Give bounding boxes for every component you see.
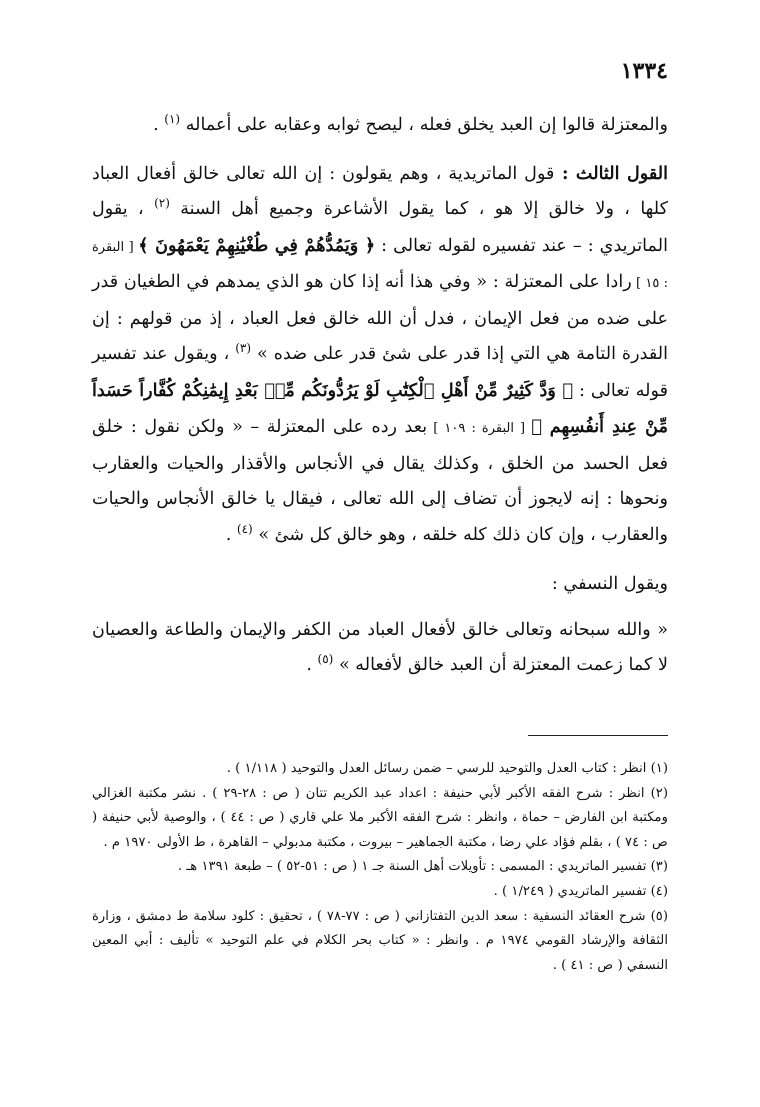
paragraph-end-mark: . [225,524,237,545]
third-opinion-text-1: قول الماتريدية ، وهم يقولون : إن الله تعالى خالق أفعال العباد كلها ، ولا خالق إلا هو ، كما يقول الأشاعرة وجميع أهل السنة [92,163,668,219]
paragraph-end-mark: . [153,115,165,135]
verse-reference-1: [ البقرة : ١٥ ] [92,239,668,291]
quran-verse-1: ﴿ وَيَمُدُّهُمْ فِي طُغْيَٰنِهِمْ يَعْمَهُونَ ﴾ [138,234,376,256]
quran-verse-2: ﴿ وَدَّ كَثِيرٌ مِّنْ أَهْلِ ٱلْكِتَٰبِ لَوْ يَرُدُّونَكُم مِّنۢ بَعْدِ إِيمَٰنِكُمْ كُفَّاراً حَسَداً مِّنْ عِندِ أَنفُسِهِم ﴾ [92,379,669,437]
third-opinion-text-3: رادا على المعتزلة : « وفي هذا أنه إذا كان هو الذي يمدهم في الطغيان قدر على ضده من فعل الإيمان ، فدل أن الله خالق فعل العباد ، إذ من قولهم : إن القدرة التامة هي التي إذا قدر على شئ قدر على ضده » [92,272,669,364]
footnote-5: (٥) شرح العقائد النسفية : سعد الدين التفتازاني ( ص : ٧٧-٧٨ ) ، تحقيق : كلود سلامة ط دمشق ، وزارة الثقافة والإرشاد القومي ١٩٧٤ م . وانظر : « كتاب بحر الكلام في علم التوحيد » تأليف : أبي المعين النسفي ( ص : ٤١ ) . [92,908,668,973]
footnote-3: (٣) تفسير الماتريدي : المسمى : تأويلات أهل السنة جـ ١ ( ص : ٥١-٥٢ ) – طبعة ١٣٩١ هـ . [178,859,668,875]
footnote-ref-2[interactable]: (٢) [154,196,170,211]
nasafi-quote [92,613,668,684]
third-opinion-text-5: بعد رده على المعتزلة – « ولكن نقول : خلق فعل الحسد من الخلق ، وكذلك يقال في الأنجاس والأقذار والحيات والعقارب ونحوها : إنه لايجوز أن تضاف إلى الله تعالى ، فيقال يا خالق الأنجاس والحيات والعقارب ، وإن كان ذلك كله خلقه ، وهو خالق كل شئ » [92,417,668,545]
third-opinion-text-2: ، يقول الماتريدي : – عند تفسيره لقوله تعالى : [92,199,668,256]
paragraph-mutazila-text: والمعتزلة قالوا إن العبد يخلق فعله ، ليصح ثوابه وعقابه على أعماله [185,115,668,135]
footnote-ref-3[interactable]: (٣) [235,341,252,356]
footnote-1: (١) انظر : كتاب العدل والتوحيد للرسي – ضمن رسائل العدل والتوحيد ( ١/١١٨ ) . [226,761,668,776]
footnote-4: (٤) تفسير الماتريدي ( ١/٢٤٩ ) . [493,883,668,899]
footnote-ref-5[interactable]: (٥) [317,652,334,667]
footnote-ref-1[interactable]: (١) [164,112,181,127]
nasafi-quote-text: « والله سبحانه وتعالى خالق لأفعال العباد من الكفر والإيمان والطاعة والعصيان لا كما زعمت المعتزلة أن العبد خالق لأفعاله » [92,619,668,675]
footnotes-section [92,757,668,978]
paragraph-end-mark: . [306,655,318,675]
third-opinion-heading: القول الثالث : [554,162,668,184]
verse-reference-2: [ البقرة : ١٠٩ ] [427,421,532,436]
footnote-ref-4[interactable]: (٤) [236,521,253,536]
page-number: ١٣٣٤ [620,58,668,84]
third-opinion-text-4: ، ويقول عند تفسير قوله تعالى : [92,344,668,401]
book-page [92,0,668,1107]
footnote-2: (٢) انظر : شرح الفقه الأكبر لأبي حنيفة : اعداد عبد الكريم تتان ( ص : ٢٨-٢٩ ) . نشر مكتبة الغزالي ومكتبة ابن الفارض – حماة ، وانظر : شرح الفقه الأكبر ملا علي قاري ( ص : ٤٤ ) ، والوصية لأبي حنيفة ( ص : ٧٤ ) ، بقلم فؤاد علي رضا ، مكتبة الجماهير – بيروت ، مكتبة مدبولي – القاهرة ، ط الأولى ١٩٧٠ م . [92,785,668,850]
nasafi-heading: ويقول النسفي : [551,574,668,594]
main-text [92,108,668,684]
paragraph-third-opinion [92,156,668,554]
footnote-divider [528,735,668,736]
paragraph-mutazila [92,108,668,144]
